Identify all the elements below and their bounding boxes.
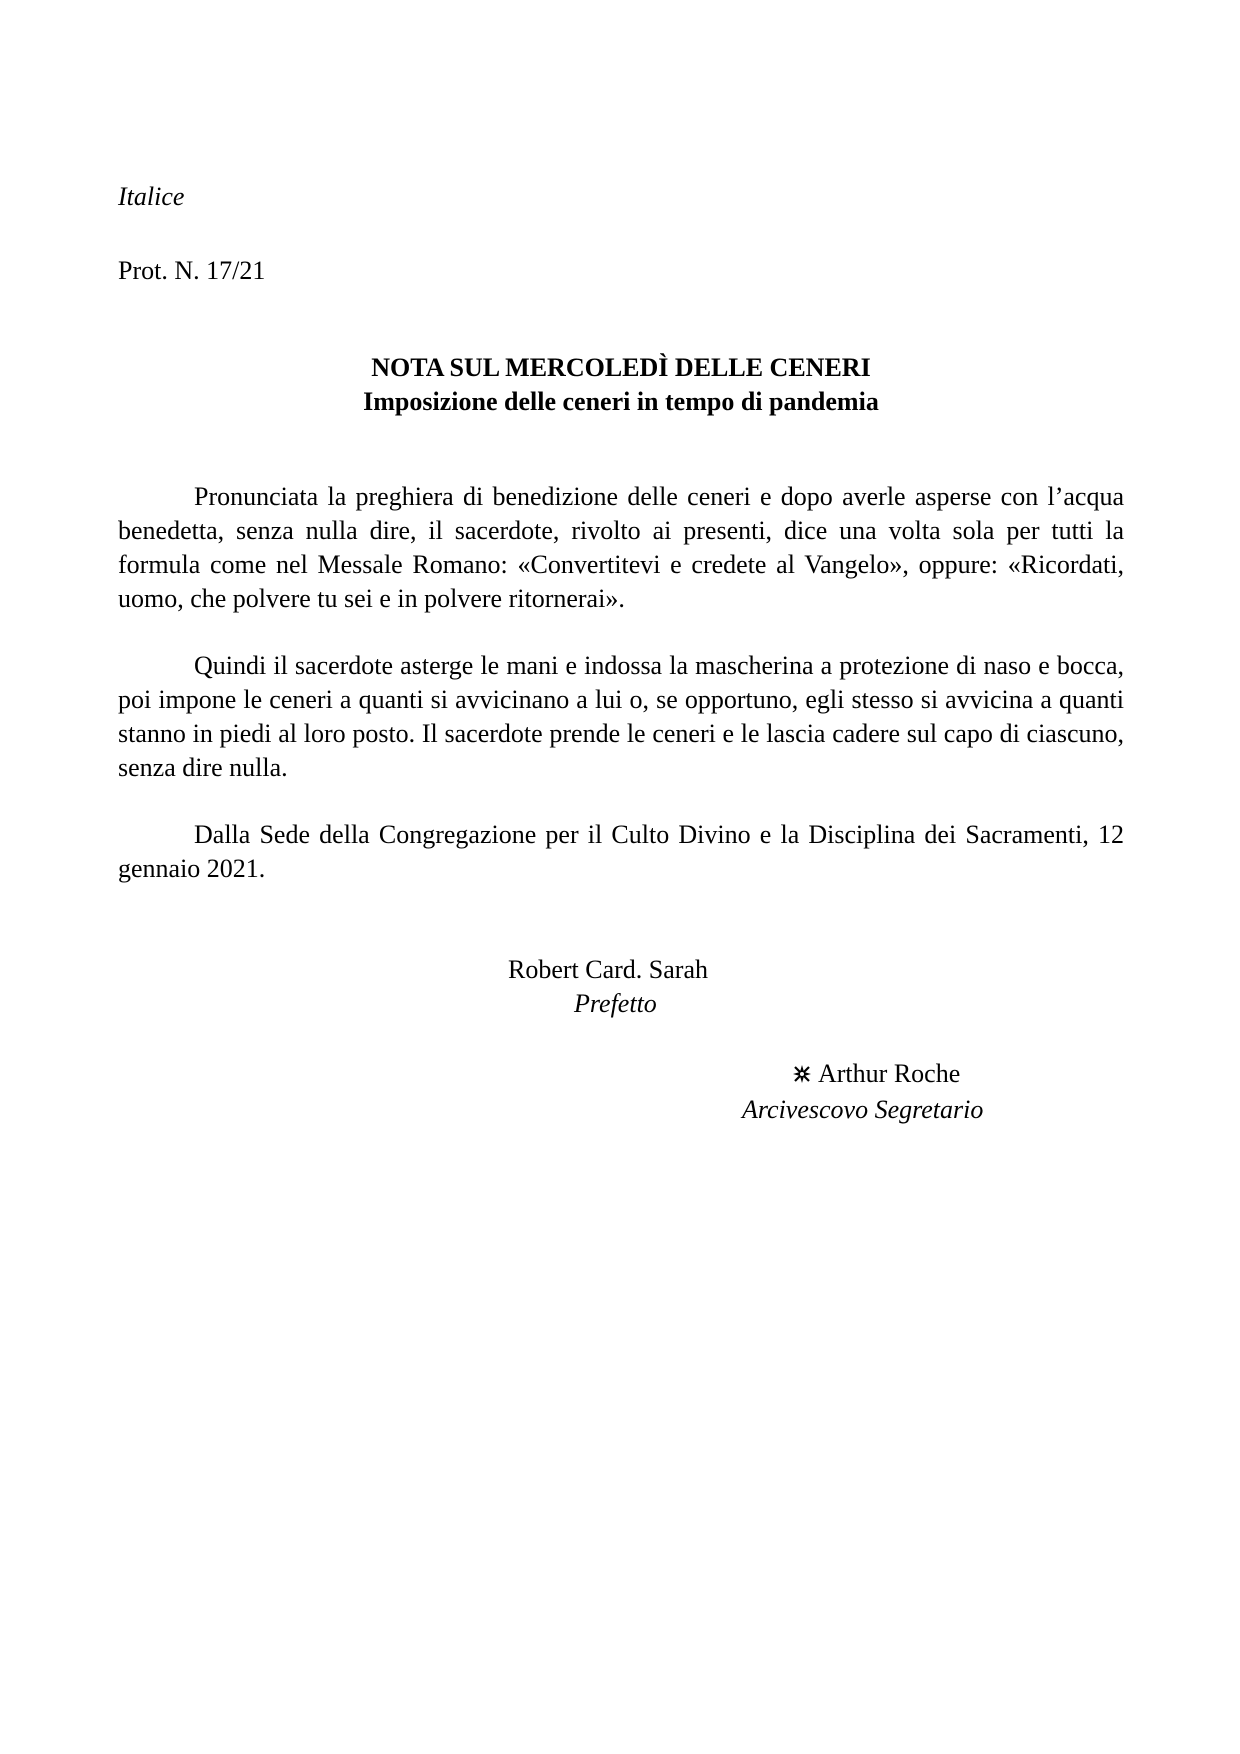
body-paragraph: Quindi il sacerdote asterge le mani e indossa la mascherina a protezione di naso e bocca, poi impone le ceneri a quanti si avvicinano a lui o, se opportuno, egli stesso si avvicina a quanti stanno in piedi al loro posto. Il sacerdote prende le ceneri e le lascia cadere sul capo di ciascuno, senza dire nulla. — [118, 651, 1124, 782]
title-block — [118, 351, 1124, 419]
signer-name: Arthur Roche — [818, 1059, 961, 1088]
document-body — [118, 480, 1124, 919]
signer-role: Prefetto — [574, 989, 657, 1018]
body-paragraph: Pronunciata la preghiera di benedizione delle ceneri e dopo averle asperse con l’acqua benedetta, senza nulla dire, il sacerdote, rivolto ai presenti, dice una volta sola per tutti la formula come nel Messale Romano: «Convertitevi e credete al Vangelo», oppure: «Ricordati, uomo, che polvere tu sei e in polvere ritornerai». — [118, 482, 1124, 613]
signer-name-line — [742, 1057, 983, 1093]
signature-secretary — [742, 1057, 983, 1127]
document-title: NOTA SUL MERCOLEDÌ DELLE CENERI — [371, 353, 871, 382]
language-label: Italice — [118, 182, 185, 211]
signature-prefect — [508, 953, 708, 1021]
protocol-number: Prot. N. 17/21 — [118, 256, 266, 285]
signer-role: Arcivescovo Segretario — [742, 1095, 984, 1124]
date-paragraph: Dalla Sede della Congregazione per il Culto Divino e la Disciplina dei Sacramenti, 12 gennaio 2021. — [118, 820, 1124, 883]
episcopal-cross-icon — [792, 1059, 812, 1093]
signer-name: Robert Card. Sarah — [508, 955, 709, 984]
document-subtitle: Imposizione delle ceneri in tempo di pandemia — [363, 387, 879, 416]
